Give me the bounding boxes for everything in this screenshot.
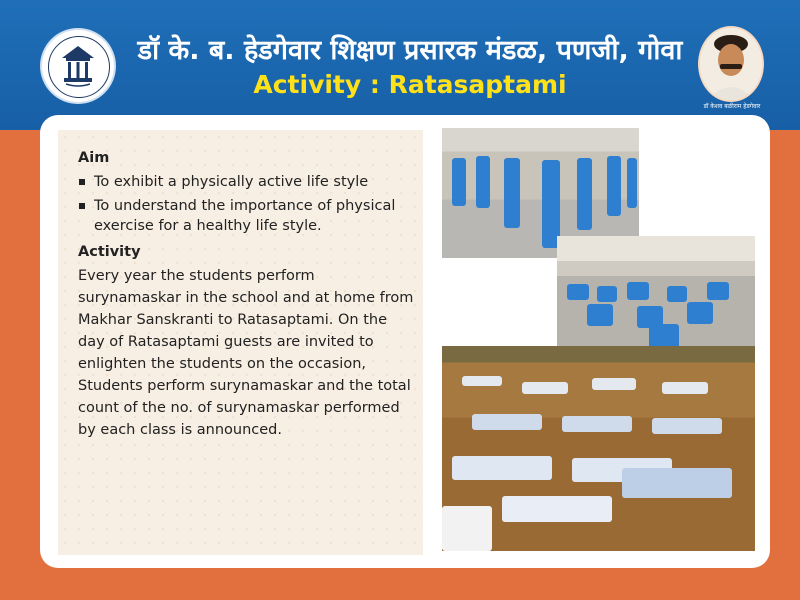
- portrait-caption: डॉ केशव बळीराम हेडगेवार: [703, 103, 761, 110]
- photo-students-kneeling: [557, 236, 755, 361]
- activity-heading: Activity: [78, 244, 141, 260]
- institution-emblem-icon: [58, 44, 98, 88]
- organization-title: डॉ के. ब. हेडगेवार शिक्षण प्रसारक मंडळ, पणजी, गोवा: [137, 35, 683, 66]
- list-item: To understand the importance of physical exercise for a healthy life style.: [78, 196, 418, 236]
- aim-heading: Aim: [78, 150, 110, 166]
- photo-students-pushup: [442, 346, 755, 551]
- institution-logo: [42, 30, 114, 102]
- activity-title: Activity : Ratasaptami: [253, 70, 567, 99]
- list-item: To exhibit a physically active life style: [78, 172, 418, 192]
- founder-portrait: [700, 28, 762, 100]
- aim-list: [78, 172, 418, 240]
- activity-description: Every year the students perform surynamaskar in the school and at home from Makhar Sanskranti to Ratasaptami. On the day of Ratasaptami guests are invited to enlighten the students on the occasion, Students perform surynamaskar and the total count of the no. of surynamaskar performed by each class is announced.: [78, 268, 414, 438]
